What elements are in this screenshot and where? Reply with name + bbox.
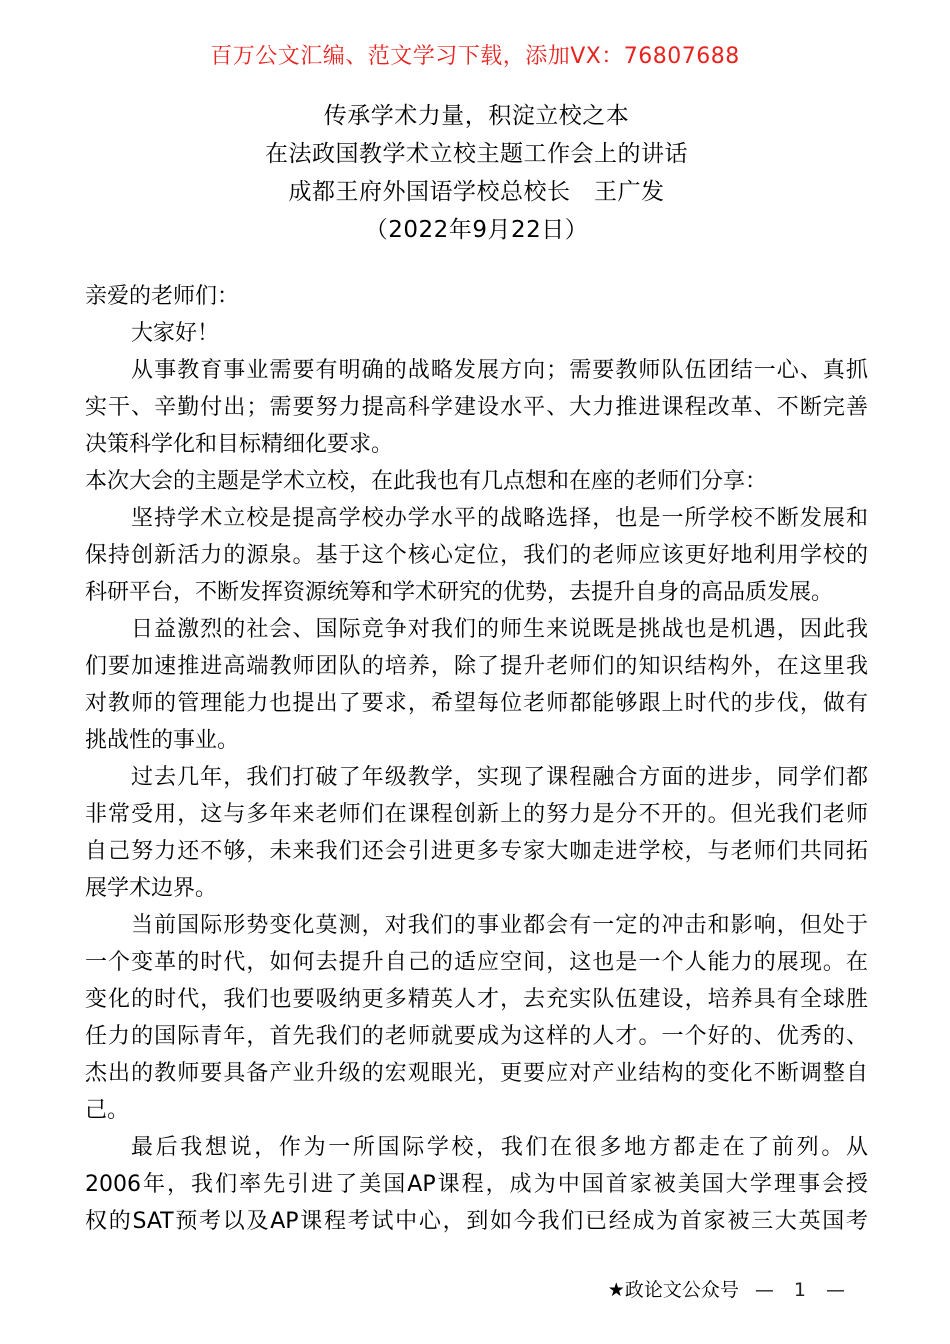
body-line: 自己努力还不够，未来我们还会引进更多专家大咖走进学校，与老师们共同拓 [85, 839, 868, 864]
body-line: 一个变革的时代，如何去提升自己的适应空间，这也是一个人能力的展现。在 [85, 950, 868, 975]
page-footer [608, 1278, 845, 1302]
body-line: 科研平台，不断发挥资源统筹和学术研究的优势，去提升自身的高品质发展。 [85, 580, 834, 605]
body-line: 日益激烈的社会、国际竞争对我们的师生来说既是挑战也是机遇，因此我 [131, 617, 868, 642]
body-line: 亲爱的老师们： [85, 284, 240, 309]
body-line: 决策科学化和目标精细化要求。 [85, 432, 394, 457]
body-line: 实干、辛勤付出；需要努力提高科学建设水平、大力推进课程改革、不断完善 [85, 395, 868, 420]
promo-banner: 百万公文汇编、范文学习下载，添加VX：76807688 [210, 44, 740, 69]
body-line: 变化的时代，我们也要吸纳更多精英人才，去充实队伍建设，培养具有全球胜 [85, 987, 868, 1012]
title-block [85, 97, 868, 249]
body-line: 2006年，我们率先引进了美国AP课程，成为中国首家被美国大学理事会授 [85, 1172, 868, 1197]
body-line: 展学术边界。 [85, 876, 218, 901]
doc-subtitle: 在法政国教学术立校主题工作会上的讲话 [265, 141, 688, 167]
body-line: 大家好！ [131, 321, 220, 346]
doc-author: 成都王府外国语学校总校长 王广发 [288, 179, 665, 205]
footer-brand: ★政论文公众号 [607, 1279, 739, 1301]
doc-title: 传承学术力量，积淀立校之本 [323, 103, 630, 129]
body-line: 非常受用，这与多年来老师们在课程创新上的努力是分不开的。但光我们老师 [85, 802, 868, 827]
body-line: 保持创新活力的源泉。基于这个核心定位，我们的老师应该更好地利用学校的 [85, 543, 868, 568]
body-line: 从事教育事业需要有明确的战略发展方向；需要教师队伍团结一心、真抓 [131, 358, 868, 383]
body-line: 任力的国际青年，首先我们的老师就要成为这样的人才。一个好的、优秀的、 [85, 1024, 868, 1049]
body-line: 本次大会的主题是学术立校，在此我也有几点想和在座的老师们分享： [85, 469, 768, 494]
footer-page-number: — 1 — [754, 1279, 845, 1301]
body-line: 当前国际形势变化莫测，对我们的事业都会有一定的冲击和影响，但处于 [131, 913, 868, 938]
body-line: 挑战性的事业。 [85, 728, 240, 753]
body-line: 坚持学术立校是提高学校办学水平的战略选择，也是一所学校不断发展和 [131, 506, 868, 531]
doc-date: （2022年9月22日） [364, 217, 589, 243]
body-line: 最后我想说，作为一所国际学校，我们在很多地方都走在了前列。从 [131, 1135, 868, 1160]
body-line: 杰出的教师要具备产业升级的宏观眼光，更要应对产业结构的变化不断调整自 [85, 1061, 868, 1086]
body-line: 权的SAT预考以及AP课程考试中心，到如今我们已经成为首家被三大英国考 [85, 1209, 868, 1234]
body-line: 过去几年，我们打破了年级教学，实现了课程融合方面的进步，同学们都 [131, 765, 868, 790]
body-line: 己。 [85, 1098, 130, 1123]
document-body [85, 278, 868, 1240]
body-line: 对教师的管理能力也提出了要求，希望每位老师都能够跟上时代的步伐，做有 [85, 691, 868, 716]
body-line: 们要加速推进高端教师团队的培养，除了提升老师们的知识结构外，在这里我 [85, 654, 868, 679]
